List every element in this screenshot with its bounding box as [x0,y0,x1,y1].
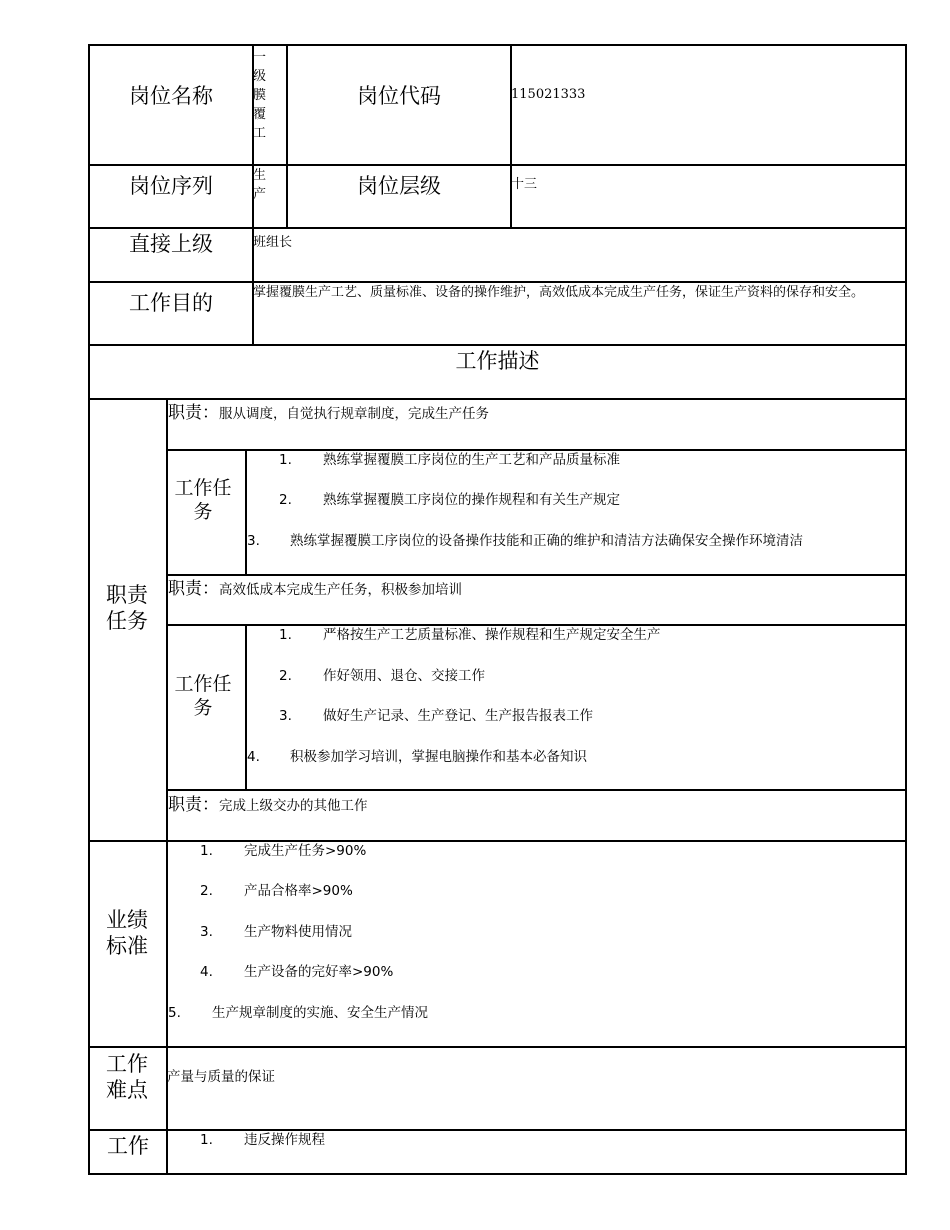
post-code-value: 115021333 [511,87,586,102]
performance-number: 5. [168,1005,181,1021]
duty-text: 服从调度，自觉执行规章制度，完成生产任务 [219,406,489,422]
post-sequence-label: 岗位序列 [129,174,213,198]
work-description-title: 工作描述 [455,349,540,373]
table-border [88,44,907,46]
table-border [88,1046,907,1048]
task-number: 3. [279,708,292,724]
table-border [905,44,907,1174]
duty-prefix: 职责： [168,403,219,423]
table-border [88,44,90,1174]
last-row-number: 1. [200,1132,213,1148]
post-code-label: 岗位代码 [357,84,441,108]
performance-item: 完成生产任务>90% [244,843,367,859]
performance-number: 3. [200,924,213,940]
duty-prefix: 职责： [168,579,219,599]
table-border [88,227,907,229]
duty-heading [168,578,462,601]
purpose-value: 掌握覆膜生产工艺、质量标准、设备的操作维护，高效低成本完成生产任务，保证生产资料的保存和安全。 [253,285,865,300]
post-level-label: 岗位层级 [357,174,441,198]
difficulty-value: 产量与质量的保证 [167,1069,275,1085]
table-border [88,344,907,346]
task-number: 4. [247,749,260,765]
performance-number: 4. [200,964,213,980]
table-border [166,398,168,1174]
duty-text: 高效低成本完成生产任务，积极参加培训 [219,582,462,598]
performance-number: 2. [200,883,213,899]
performance-item: 生产设备的完好率>90% [244,964,394,980]
task-number: 3. [247,533,260,549]
performance-item: 生产规章制度的实施、安全生产情况 [212,1005,428,1021]
task-item: 熟练掌握覆膜工序岗位的操作规程和有关生产规定 [323,492,620,508]
difficulty-label: 工作难点 [106,1052,148,1102]
table-border [166,789,907,791]
task-item: 熟练掌握覆膜工序岗位的生产工艺和产品质量标准 [323,452,620,468]
post-name-value: 一级膜覆工 [253,50,267,141]
table-border [88,164,907,166]
task-number: 1. [279,627,292,643]
purpose-label: 工作目的 [129,291,213,315]
task-item: 熟练掌握覆膜工序岗位的设备操作技能和正确的维护和清洁方法确保安全操作环境清洁 [290,533,803,549]
table-border [88,1173,907,1175]
task-item: 严格按生产工艺质量标准、操作规程和生产规定安全生产 [323,627,661,643]
superior-value: 班组长 [253,235,293,250]
task-item: 作好领用、退仓、交接工作 [323,668,485,684]
table-border [88,281,907,283]
performance-item: 产品合格率>90% [244,883,353,899]
table-border [510,44,512,228]
post-name-label: 岗位名称 [129,84,213,108]
post-sequence-value: 生产 [253,168,267,202]
duty-prefix: 职责： [168,795,219,815]
task-number: 1. [279,452,292,468]
duty-heading [168,794,368,817]
table-border [286,44,288,228]
performance-label: 业绩标准 [106,908,148,958]
duties-section-label: 职责任务 [106,583,148,633]
task-item: 积极参加学习培训，掌握电脑操作和基本必备知识 [290,749,587,765]
table-border [166,574,907,576]
task-number: 2. [279,668,292,684]
table-border [88,398,907,400]
performance-item: 生产物料使用情况 [244,924,352,940]
task-label: 工作任务 [174,477,232,523]
duty-heading [168,402,489,425]
duty-text: 完成上级交办的其他工作 [219,798,368,814]
superior-label: 直接上级 [129,232,213,256]
post-level-value: 十三 [511,177,538,192]
task-label: 工作任务 [174,673,232,719]
performance-number: 1. [200,843,213,859]
task-item: 做好生产记录、生产登记、生产报告报表工作 [323,708,593,724]
last-row-item: 违反操作规程 [244,1132,325,1148]
last-row-label: 工作 [107,1134,149,1158]
table-border [245,449,247,575]
task-number: 2. [279,492,292,508]
